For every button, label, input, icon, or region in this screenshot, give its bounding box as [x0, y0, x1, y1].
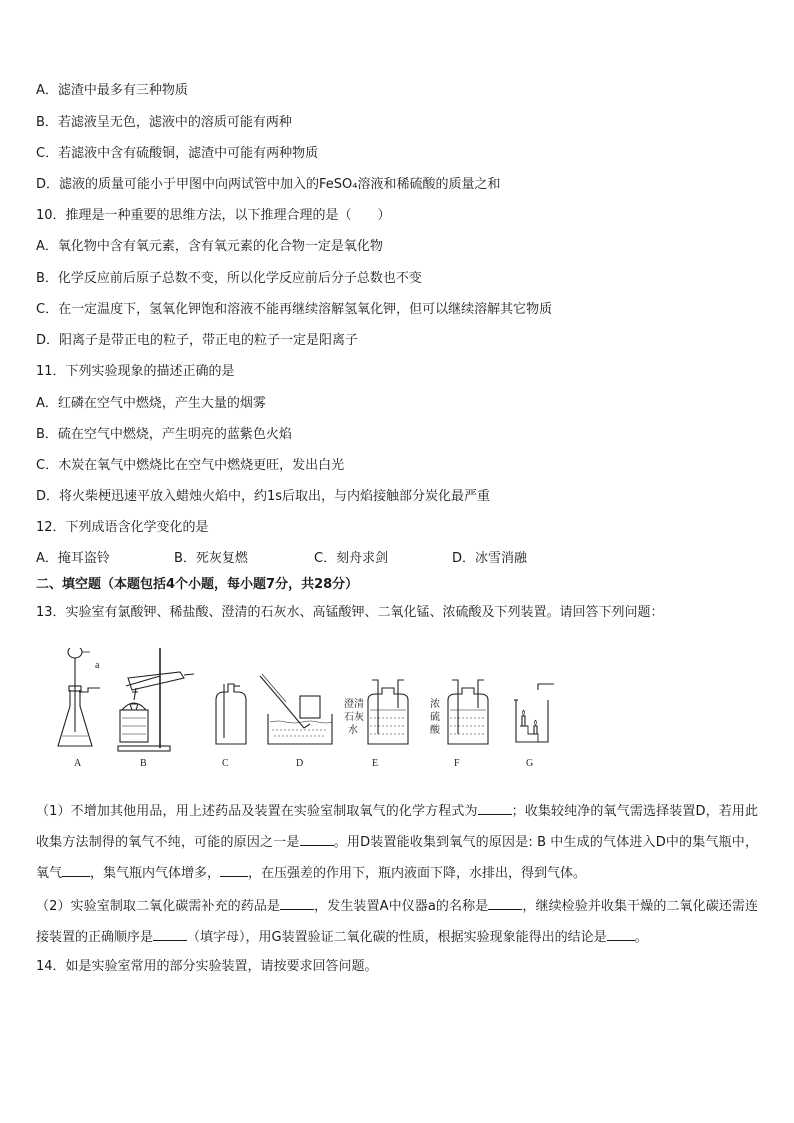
answer-blank[interactable] [62, 864, 90, 877]
q10-option-a: A．氧化物中含有氧元素，含有氧元素的化合物一定是氧化物 [36, 239, 383, 254]
answer-blank[interactable] [280, 897, 314, 910]
q13-p1-text-c: 。用D装置能收集到氧气的原因是: B 中生成的气体进入D中的集气瓶中，氧气 [36, 835, 758, 881]
q13-p1-text-d: ，集气瓶内气体增多， [90, 866, 221, 881]
answer-blank[interactable] [478, 802, 512, 815]
q14-stem: 14．如是实验室常用的部分实验装置，请按要求回答问题。 [36, 959, 378, 974]
apparatus-a [58, 648, 100, 746]
apparatus-drawing [48, 648, 568, 772]
q11-option-a: A．红磷在空气中燃烧，产生大量的烟雾 [36, 396, 266, 411]
q12-option-d: D．冰雪消融 [452, 551, 528, 566]
q13-part1 [36, 796, 758, 889]
q9-option-d: D．滤液的质量可能小于甲图中向两试管中加入的FeSO₄溶液和稀硫酸的质量之和 [36, 177, 501, 192]
q11-option-c: C．木炭在氧气中燃烧比在空气中燃烧更旺，发出白光 [36, 458, 345, 473]
q12-stem: 12．下列成语含化学变化的是 [36, 520, 209, 535]
answer-blank[interactable] [607, 928, 635, 941]
q9-option-c: C．若滤液中含有硫酸铜，滤渣中可能有两种物质 [36, 146, 319, 161]
q9-option-a: A．滤渣中最多有三种物质 [36, 83, 188, 98]
q13-p1-text-b: ；收集较纯净的氧气需选择装置D，若用此收集方法制得的氧气不纯，可能的原因之一是 [36, 804, 758, 850]
q12-option-b: B．死灰复燃 [174, 551, 248, 566]
q9-option-b: B．若滤液呈无色，滤液中的溶质可能有两种 [36, 115, 292, 130]
q11-stem: 11．下列实验现象的描述正确的是 [36, 364, 235, 379]
answer-blank[interactable] [153, 928, 187, 941]
q13-p1-text-e: ，在压强差的作用下，瓶内液面下降，水排出，得到气体。 [248, 866, 587, 881]
apparatus-g [514, 684, 554, 742]
apparatus-e [368, 680, 408, 744]
label-b: B [140, 758, 147, 769]
answer-blank[interactable] [220, 864, 248, 877]
label-g: G [526, 758, 534, 769]
q13-p2-text-e: 。 [634, 930, 648, 945]
q10-stem: 10．推理是一种重要的思维方法，以下推理合理的是（ ） [36, 208, 391, 223]
apparatus-figure [48, 648, 568, 772]
label-a: A [74, 758, 82, 769]
label-f: F [454, 758, 460, 769]
q13-p1-text-a: （1）不增加其他用品，用上述药品及装置在实验室制取氧气的化学方程式为 [36, 804, 478, 819]
q10-option-c: C．在一定温度下，氢氧化钾饱和溶液不能再继续溶解氢氧化钾，但可以继续溶解其它物质 [36, 302, 553, 317]
q13-stem: 13．实验室有氯酸钾、稀盐酸、澄清的石灰水、高锰酸钾、二氧化锰、浓硫酸及下列装置。请回答下列问题： [36, 605, 664, 620]
label-c: C [222, 758, 229, 769]
lime-water-text-1: 澄清 [344, 699, 364, 710]
q11-option-b: B．硫在空气中燃烧，产生明亮的蓝紫色火焰 [36, 427, 292, 442]
answer-blank[interactable] [300, 833, 334, 846]
apparatus-c [216, 684, 246, 744]
apparatus-d [260, 674, 332, 744]
q13-part2 [36, 891, 758, 953]
section-heading: 二、填空题（本题包括4个小题，每小题7分，共28分） [36, 577, 359, 592]
q11-option-d: D．将火柴梗迅速平放入蜡烛火焰中，约1s后取出，与内焰接触部分炭化最严重 [36, 489, 491, 504]
q13-p2-text-c: ，继续检验并收集干燥的二氧化碳还需连接装置的正确顺序是 [36, 899, 758, 945]
lime-water-text-2: 石灰 [344, 712, 364, 723]
label-e: E [372, 758, 379, 769]
acid-text-2: 硫 [430, 712, 440, 723]
instrument-a-label: a [95, 660, 100, 671]
answer-blank[interactable] [488, 897, 522, 910]
acid-text-1: 浓 [430, 699, 440, 710]
q12-option-c: C．刻舟求剑 [314, 551, 389, 566]
apparatus-b [118, 648, 194, 751]
q13-p2-text-b: ，发生装置A中仪器a的名称是 [314, 899, 489, 914]
acid-text-3: 酸 [430, 725, 440, 736]
q12-option-a: A．掩耳盗铃 [36, 551, 110, 566]
apparatus-f [448, 680, 488, 744]
q10-option-b: B．化学反应前后原子总数不变，所以化学反应前后分子总数也不变 [36, 271, 422, 286]
q13-p2-text-a: （2）实验室制取二氧化碳需补充的药品是 [36, 899, 281, 914]
label-d: D [296, 758, 304, 769]
q13-p2-text-d: （填字母），用G装置验证二氧化碳的性质，根据实验现象能得出的结论是 [187, 930, 607, 945]
q10-option-d: D．阳离子是带正电的粒子，带正电的粒子一定是阳离子 [36, 333, 359, 348]
lime-water-text-3: 水 [348, 725, 358, 736]
